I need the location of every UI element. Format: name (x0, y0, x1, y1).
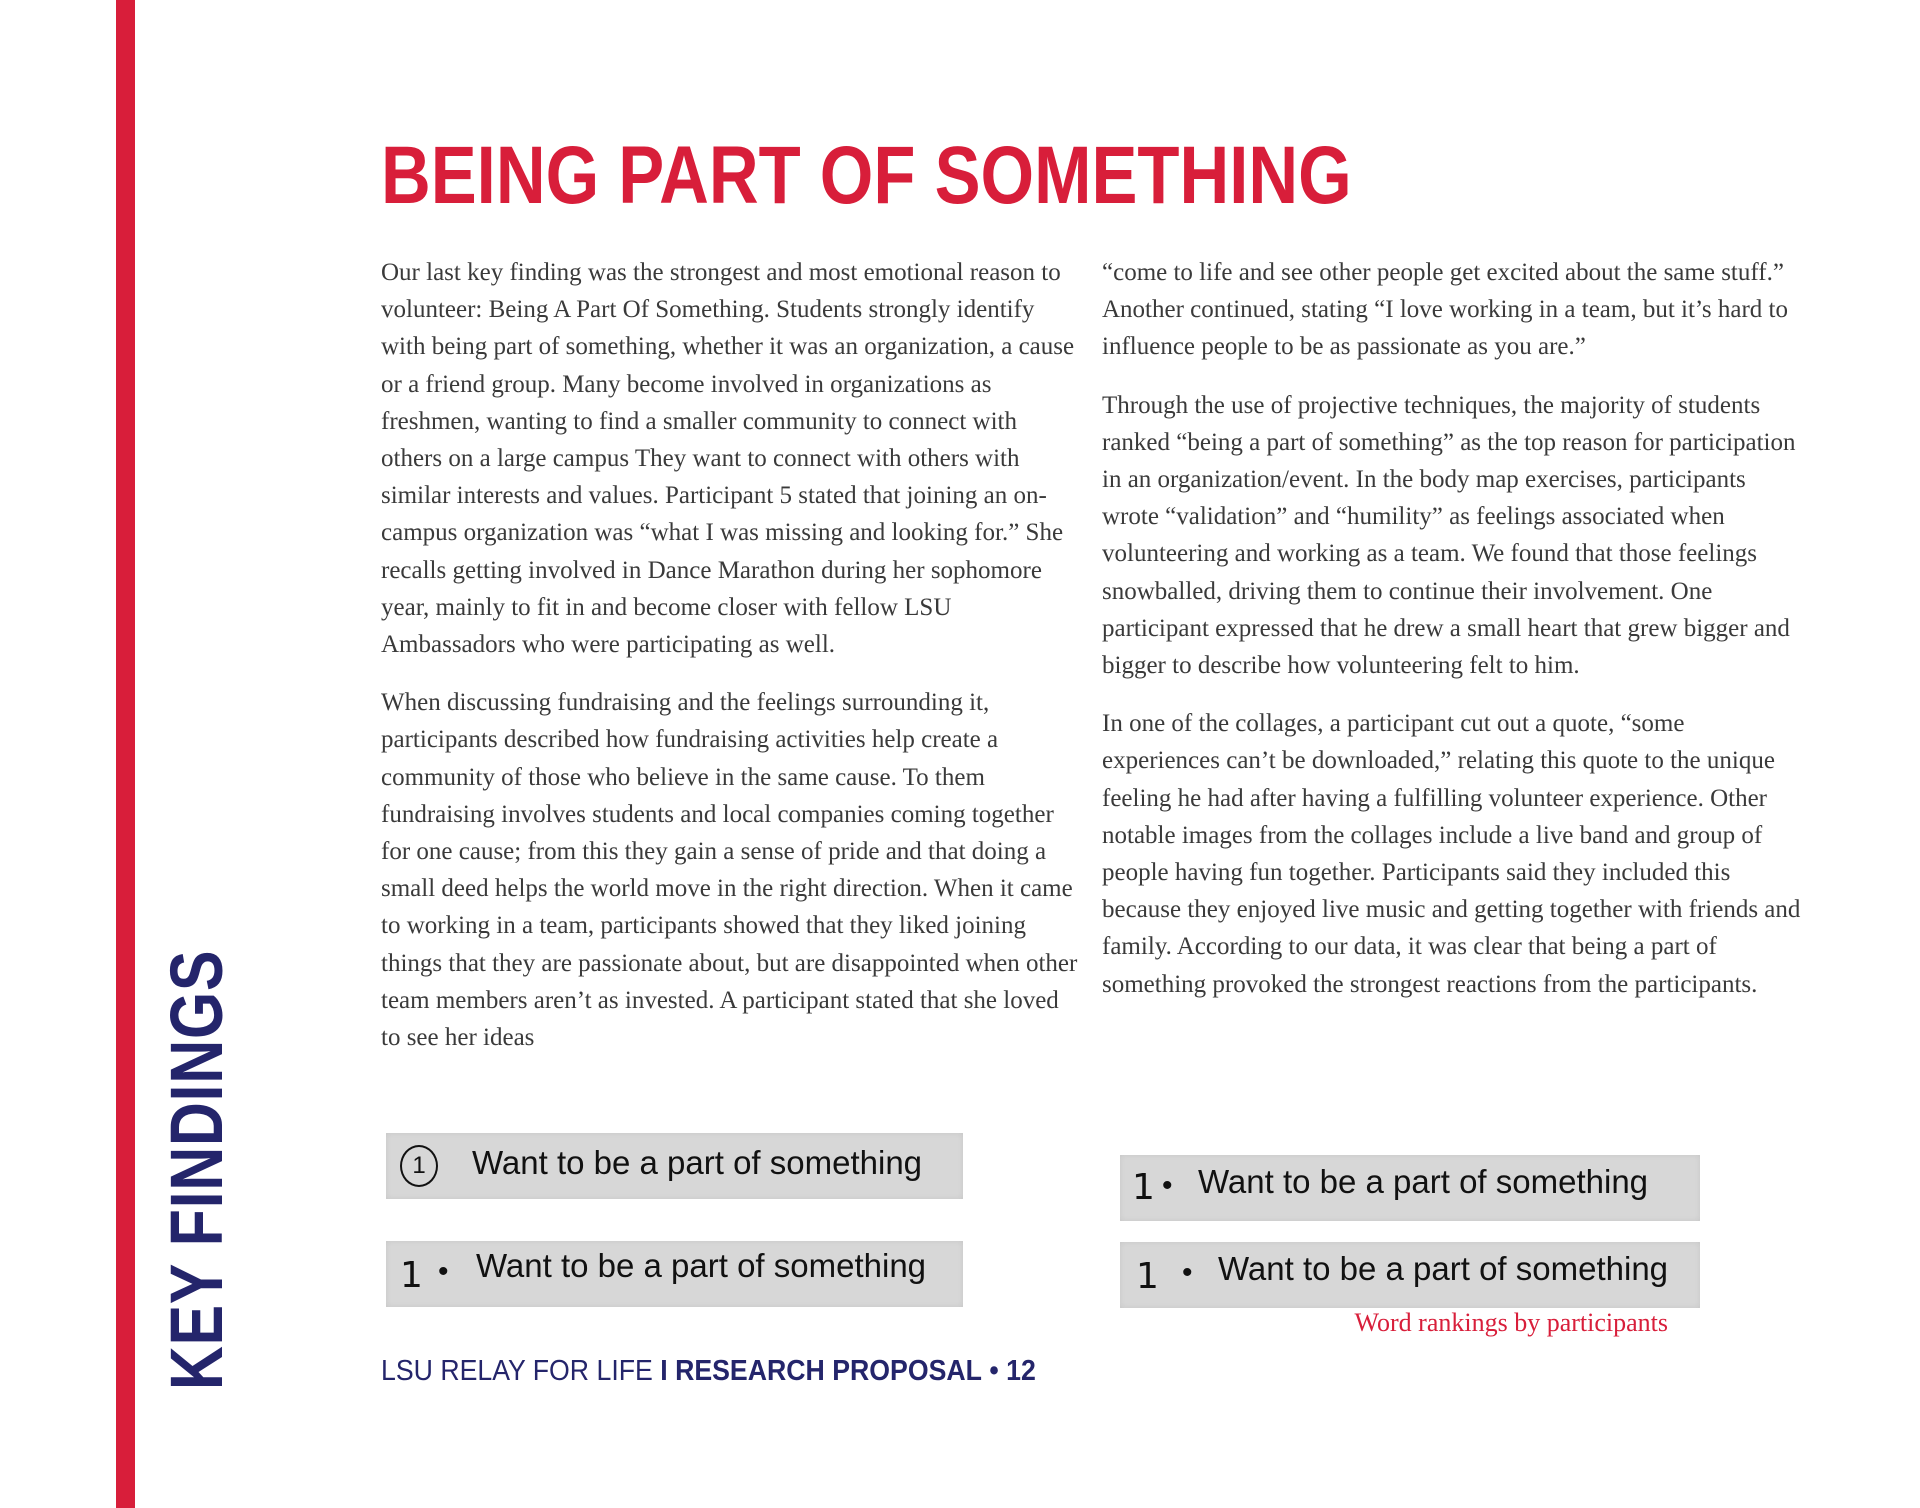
ranking-strip (386, 1241, 963, 1307)
figure-caption: Word rankings by participants (1354, 1308, 1668, 1337)
right-column (1102, 254, 1802, 1024)
rank-mark: 1 (400, 1255, 423, 1296)
ranking-strip (386, 1133, 963, 1199)
ranking-text: Want to be a part of something (476, 1247, 927, 1284)
paragraph: When discussing fundraising and the feelings surrounding it, participants described how fundraising activities help create a community of those who believe in the same cause. To them fundraising involves students and local companies coming together for one cause; from this they gain a sense of pride and that doing a small deed helps the world move in the right direction. When it came to working in a team, participants showed that they liked joining things that they are passionate about, but are disappointed when other team members aren’t as invested. A participant stated that she loved to see her ideas (381, 689, 1078, 1052)
ranking-strip (1120, 1155, 1700, 1221)
ranking-strip (1120, 1242, 1700, 1308)
rank-mark: 1 (400, 1145, 438, 1187)
page-title: BEING PART OF SOMETHING (381, 130, 1352, 221)
red-margin-bar (116, 0, 135, 1508)
paragraph: “come to life and see other people get excited about the same stuff.” Another continued, stating “I love working in a team, but it’s hard to influence people to be as passionate as you are.” (1102, 259, 1788, 361)
ranking-text: Want to be a part of something (1218, 1250, 1669, 1287)
footer-bullet: • (989, 1355, 999, 1387)
ranking-text: Want to be a part of something (1198, 1163, 1649, 1200)
bullet-dot: • (1182, 1256, 1193, 1289)
bullet-dot: • (438, 1255, 449, 1288)
rank-mark: 1 (1132, 1167, 1155, 1208)
paragraph: In one of the collages, a participant cut out a quote, “some experiences can’t be downloaded,” relating this quote to the unique feeling he had after having a fulfilling volunteer experience. Other notable images from the collages include a live band and group of people having fun together. Participants said they included this because they enjoyed live music and getting together with friends and family. According to our data, it was clear that being a part of something provoked the strongest reactions from the participants. (1102, 710, 1801, 998)
paragraph: Through the use of projective techniques, the majority of students ranked “being a part of something” as the top reason for participation in an organization/event. In the body map exercises, participants wrote “validation” and “humility” as feelings associated when volunteering and working as a team. We found that those feelings snowballed, driving them to continue their involvement. One participant expressed that he drew a small heart that grew bigger and bigger to describe how volunteering felt to him. (1102, 391, 1796, 680)
rank-mark: 1 (1136, 1256, 1159, 1297)
footer-org: LSU RELAY FOR LIFE (381, 1355, 653, 1387)
paragraph: Our last key finding was the strongest and most emotional reason to volunteer: Being A Part Of Something. Students strongly identify with being part of something, whether it was an organization, a cause or a friend group. Many become involved in organizations as freshmen, wanting to find a smaller community to connect with others on a large campus They want to connect with others with similar interests and values. Participant 5 stated that joining an on-campus organization was “what I was missing and looking for.” She recalls getting involved in Dance Marathon during her sophomore year, mainly to fit in and become closer with fellow LSU Ambassadors who were participating as well. (381, 259, 1075, 659)
ranking-text: Want to be a part of something (472, 1144, 923, 1181)
page-footer (381, 1355, 1036, 1388)
section-label: KEY FINDINGS (155, 949, 238, 1390)
left-column (381, 254, 1081, 1077)
page-number: 12 (1006, 1355, 1036, 1387)
footer-doc-title: I RESEARCH PROPOSAL (660, 1355, 982, 1387)
bullet-dot: • (1162, 1169, 1173, 1202)
